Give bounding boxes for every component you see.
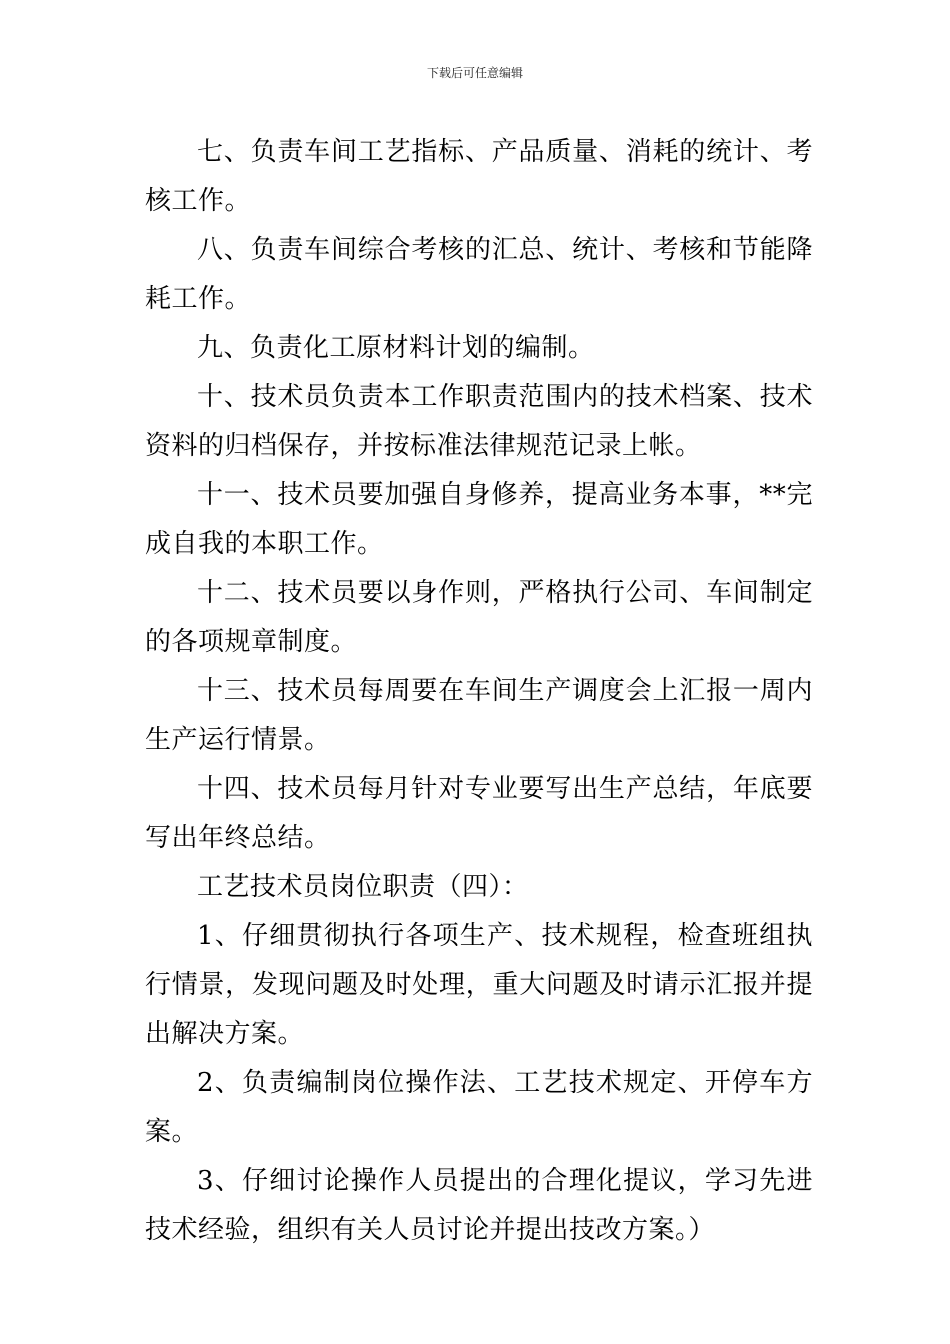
paragraph-item-9: 九、负责化工原材料计划的编制。: [197, 333, 595, 363]
paragraph-item-8: 八、负责车间综合考核的汇总、统计、考核和节能降耗工作。: [145, 235, 813, 314]
paragraph-item-10: 十、技术员负责本工作职责范围内的技术档案、技术资料的归档保存，并按标准法律规范记录上帐。: [145, 382, 813, 461]
paragraph-item-7: 七、负责车间工艺指标、产品质量、消耗的统计、考核工作。: [145, 137, 813, 216]
document-body: [145, 128, 813, 1255]
paragraph-item-s2: 2、负责编制岗位操作法、工艺技术规定、开停车方案。: [145, 1068, 813, 1147]
page-header-note: 下载后可任意编辑: [426, 66, 523, 80]
paragraph-item-14: 十四、技术员每月针对专业要写出生产总结，年底要写出年终总结。: [145, 774, 813, 853]
paragraph-item-12: 十二、技术员要以身作则，严格执行公司、车间制定的各项规章制度。: [145, 578, 813, 657]
section-heading: 工艺技术员岗位职责（四）：: [197, 872, 529, 902]
paragraph-item-13: 十三、技术员每周要在车间生产调度会上汇报一周内生产运行情景。: [145, 676, 813, 755]
paragraph-item-11: 十一、技术员要加强自身修养，提高业务本事，**完成自我的本职工作。: [145, 480, 813, 559]
paragraph-item-s3: 3、仔细讨论操作人员提出的合理化提议，学习先进技术经验，组织有关人员讨论并提出技改方案。）: [145, 1166, 813, 1245]
paragraph-item-s1: 1、仔细贯彻执行各项生产、技术规程，检查班组执行情景，发现问题及时处理，重大问题及时请示汇报并提出解决方案。: [145, 921, 813, 1049]
